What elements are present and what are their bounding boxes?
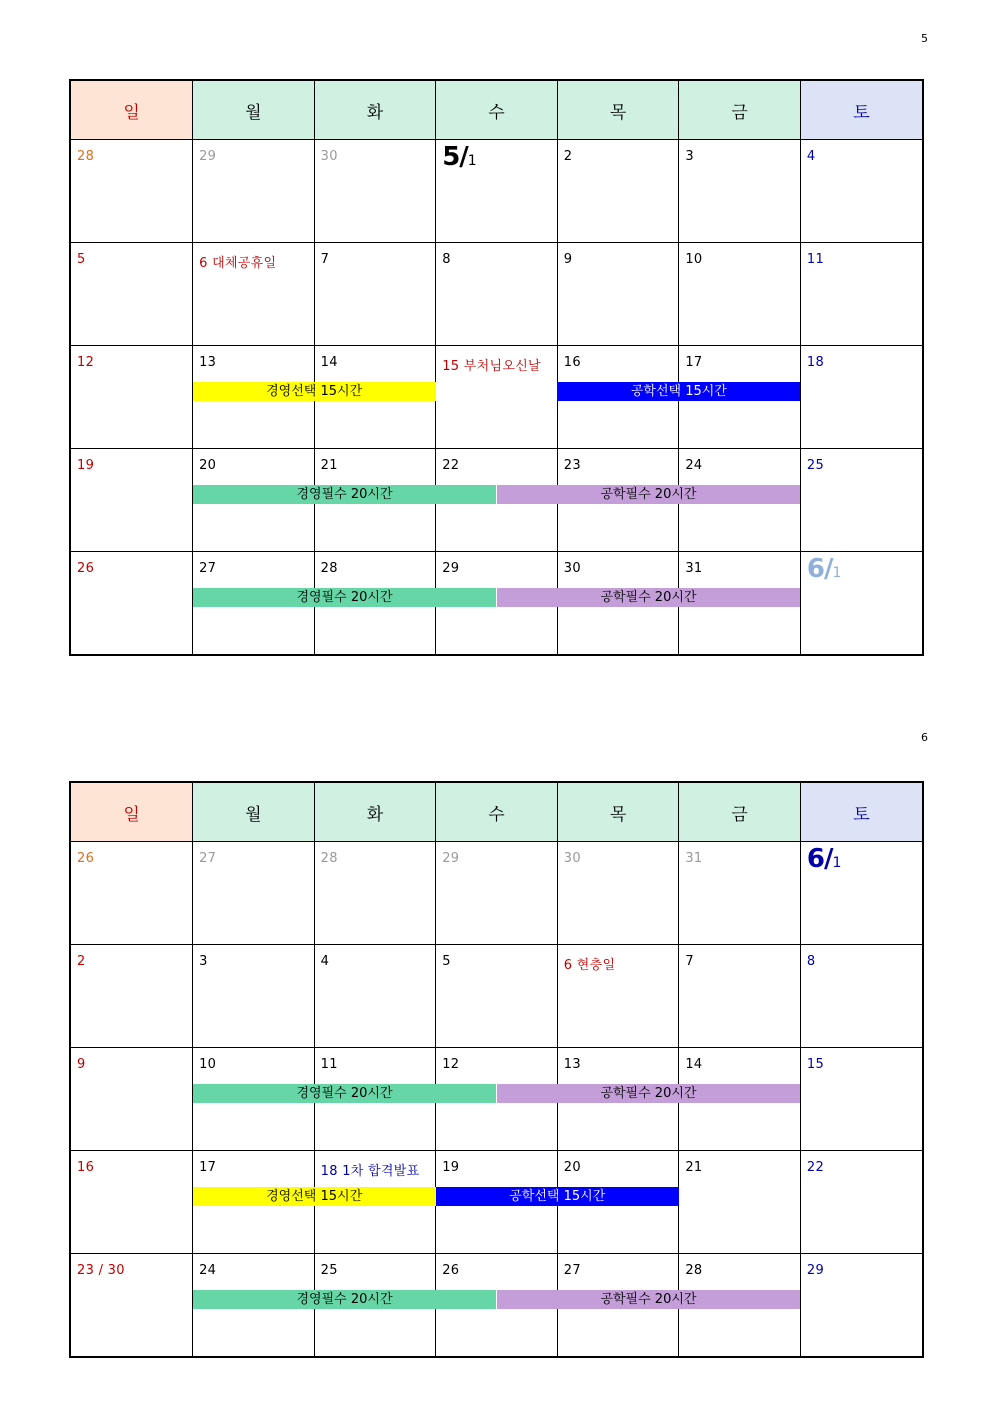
day-number bbox=[685, 1160, 702, 1175]
day-cell bbox=[436, 346, 558, 449]
day-text: 12 bbox=[442, 1057, 460, 1072]
day-text: 14 bbox=[685, 1057, 703, 1072]
day-number bbox=[442, 355, 541, 374]
day-text: 15 bbox=[806, 1057, 825, 1072]
day-number bbox=[442, 1263, 459, 1278]
day-sub: 1 bbox=[832, 565, 842, 581]
day-cell bbox=[71, 945, 193, 1048]
day-text: 12 bbox=[77, 355, 95, 370]
day-number bbox=[199, 149, 216, 164]
day-number bbox=[685, 1263, 702, 1278]
day-number bbox=[77, 851, 94, 866]
day-sub: 1 bbox=[832, 855, 842, 871]
day-text: 26 bbox=[77, 851, 95, 866]
day-text: 26 bbox=[77, 561, 95, 576]
day-number bbox=[199, 954, 208, 969]
day-cell bbox=[800, 1254, 922, 1357]
weekday-tue-header: 화 bbox=[314, 81, 436, 140]
weekday-fri-header: 금 bbox=[679, 81, 801, 140]
event-bar: 경영필수 20시간 bbox=[193, 1084, 497, 1103]
day-text: 28 bbox=[685, 1263, 703, 1278]
day-text: 25 bbox=[320, 1263, 338, 1278]
day-cell bbox=[800, 552, 922, 655]
week-row bbox=[71, 243, 922, 346]
day-text: 17 bbox=[199, 1160, 217, 1175]
day-number bbox=[442, 954, 451, 969]
day-text: 29 bbox=[442, 561, 460, 576]
day-number bbox=[321, 1263, 338, 1278]
day-number bbox=[685, 252, 702, 267]
day-number bbox=[199, 252, 276, 271]
day-text: 4 bbox=[806, 149, 816, 164]
day-cell bbox=[436, 140, 558, 243]
day-number bbox=[199, 1057, 216, 1072]
day-text: 27 bbox=[199, 851, 217, 866]
event-bar: 경영필수 20시간 bbox=[193, 588, 497, 607]
day-text: 28 bbox=[320, 851, 338, 866]
day-text: 15 부처님오신날 bbox=[442, 359, 541, 374]
month-start-label bbox=[442, 142, 477, 172]
day-text: 11 bbox=[806, 252, 825, 267]
day-number bbox=[685, 458, 702, 473]
day-cell bbox=[679, 140, 801, 243]
day-text: 19 bbox=[442, 1160, 460, 1175]
day-number bbox=[442, 458, 459, 473]
day-cell bbox=[71, 1254, 193, 1357]
day-text: 19 bbox=[77, 458, 95, 473]
day-text: 2 bbox=[77, 954, 86, 969]
day-number bbox=[199, 561, 216, 576]
day-number bbox=[685, 561, 702, 576]
day-cell bbox=[71, 1048, 193, 1151]
day-text: 7 bbox=[320, 252, 330, 267]
event-bar: 공학필수 20시간 bbox=[497, 1290, 801, 1309]
event-bar: 공학필수 20시간 bbox=[497, 588, 801, 607]
month-start-label bbox=[807, 844, 842, 874]
event-bar: 공학필수 20시간 bbox=[497, 1084, 801, 1103]
day-number bbox=[77, 252, 86, 267]
day-text: 24 bbox=[685, 458, 703, 473]
day-number bbox=[77, 1057, 86, 1072]
day-number bbox=[685, 851, 702, 866]
day-cell bbox=[557, 243, 679, 346]
event-bar: 경영선택 15시간 bbox=[193, 382, 436, 401]
day-text: 6 대체공휴일 bbox=[199, 256, 277, 271]
day-text: 27 bbox=[563, 1263, 581, 1278]
day-text: 23 / 30 bbox=[77, 1263, 125, 1278]
day-number bbox=[564, 1057, 581, 1072]
day-cell bbox=[314, 243, 436, 346]
day-number bbox=[442, 1057, 459, 1072]
week-row bbox=[71, 140, 922, 243]
day-cell bbox=[800, 842, 922, 945]
day-number bbox=[321, 851, 338, 866]
day-text: 8 bbox=[442, 252, 451, 267]
day-number bbox=[321, 561, 338, 576]
day-text: 8 bbox=[806, 954, 816, 969]
day-cell bbox=[557, 842, 679, 945]
day-cell bbox=[679, 945, 801, 1048]
day-text: 29 bbox=[806, 1263, 825, 1278]
day-cell bbox=[193, 842, 315, 945]
day-text: 22 bbox=[806, 1160, 825, 1175]
day-text: 24 bbox=[199, 1263, 217, 1278]
day-cell bbox=[800, 346, 922, 449]
day-cell bbox=[557, 140, 679, 243]
day-number bbox=[685, 954, 694, 969]
day-text: 6/ bbox=[806, 554, 833, 584]
weekday-wed-header: 수 bbox=[436, 783, 558, 842]
day-cell bbox=[71, 449, 193, 552]
day-number bbox=[321, 1057, 338, 1072]
day-number bbox=[199, 1160, 216, 1175]
day-cell bbox=[679, 1151, 801, 1254]
weekday-sat-header: 토 bbox=[800, 783, 922, 842]
event-bar: 공학필수 20시간 bbox=[497, 485, 801, 504]
day-text: 4 bbox=[320, 954, 330, 969]
weekday-thu-header: 목 bbox=[557, 783, 679, 842]
event-bar: 공학선택 15시간 bbox=[557, 382, 800, 401]
day-text: 14 bbox=[320, 355, 338, 370]
day-number bbox=[807, 1160, 824, 1175]
day-text: 6 현충일 bbox=[563, 958, 616, 973]
day-cell bbox=[800, 945, 922, 1048]
day-cell bbox=[800, 1048, 922, 1151]
week-row bbox=[71, 842, 922, 945]
day-text: 26 bbox=[442, 1263, 460, 1278]
day-cell bbox=[800, 140, 922, 243]
day-text: 30 bbox=[563, 561, 581, 576]
day-text: 28 bbox=[77, 149, 95, 164]
day-number bbox=[442, 851, 459, 866]
weekday-thu-header: 목 bbox=[557, 81, 679, 140]
day-number bbox=[807, 1263, 824, 1278]
day-number bbox=[564, 252, 573, 267]
day-text: 31 bbox=[685, 851, 703, 866]
day-cell bbox=[71, 346, 193, 449]
day-text: 23 bbox=[563, 458, 581, 473]
day-cell bbox=[436, 945, 558, 1048]
day-number bbox=[564, 149, 573, 164]
day-cell bbox=[800, 1151, 922, 1254]
day-text: 17 bbox=[685, 355, 703, 370]
event-bar: 경영필수 20시간 bbox=[193, 1290, 497, 1309]
day-cell bbox=[314, 842, 436, 945]
day-text: 13 bbox=[563, 1057, 581, 1072]
day-text: 2 bbox=[563, 149, 573, 164]
weekday-sun-header: 일 bbox=[71, 783, 193, 842]
day-text: 3 bbox=[199, 954, 208, 969]
day-number bbox=[199, 458, 216, 473]
day-number bbox=[77, 149, 94, 164]
day-text: 5/ bbox=[442, 142, 468, 172]
weekday-wed-header: 수 bbox=[436, 81, 558, 140]
week-row bbox=[71, 945, 922, 1048]
day-number bbox=[77, 954, 86, 969]
day-number bbox=[199, 1263, 216, 1278]
day-text: 18 1차 합격발표 bbox=[320, 1164, 420, 1179]
day-number bbox=[199, 851, 216, 866]
day-cell bbox=[193, 243, 315, 346]
day-number bbox=[321, 1160, 420, 1179]
day-text: 6/ bbox=[806, 844, 833, 874]
day-text: 9 bbox=[563, 252, 573, 267]
day-cell bbox=[193, 945, 315, 1048]
day-cell bbox=[436, 243, 558, 346]
day-number bbox=[807, 954, 816, 969]
day-text: 31 bbox=[685, 561, 703, 576]
day-cell bbox=[679, 243, 801, 346]
day-number bbox=[685, 1057, 702, 1072]
day-text: 18 bbox=[806, 355, 825, 370]
day-number bbox=[442, 561, 459, 576]
day-number bbox=[321, 458, 338, 473]
day-text: 28 bbox=[320, 561, 338, 576]
calendar-grid bbox=[71, 783, 922, 1356]
day-cell bbox=[71, 140, 193, 243]
calendar-june bbox=[69, 781, 924, 1358]
day-text: 13 bbox=[199, 355, 217, 370]
day-number bbox=[77, 1160, 94, 1175]
day-cell bbox=[314, 945, 436, 1048]
day-text: 3 bbox=[685, 149, 694, 164]
day-number bbox=[77, 561, 94, 576]
day-text: 7 bbox=[685, 954, 694, 969]
day-number bbox=[442, 252, 451, 267]
day-number bbox=[807, 458, 824, 473]
day-number bbox=[77, 355, 94, 370]
event-bar: 경영선택 15시간 bbox=[193, 1187, 436, 1206]
day-text: 21 bbox=[685, 1160, 703, 1175]
day-text: 21 bbox=[320, 458, 338, 473]
day-text: 5 bbox=[442, 954, 451, 969]
day-text: 22 bbox=[442, 458, 460, 473]
calendar-may bbox=[69, 79, 924, 656]
day-text: 16 bbox=[77, 1160, 95, 1175]
event-bar: 공학선택 15시간 bbox=[436, 1187, 679, 1206]
day-cell bbox=[71, 243, 193, 346]
day-number bbox=[807, 252, 824, 267]
day-number bbox=[564, 458, 581, 473]
day-number bbox=[321, 954, 330, 969]
day-number bbox=[564, 1160, 581, 1175]
day-number bbox=[685, 355, 702, 370]
day-number bbox=[685, 149, 694, 164]
day-number bbox=[442, 1160, 459, 1175]
day-text: 5 bbox=[77, 252, 86, 267]
day-text: 20 bbox=[199, 458, 217, 473]
day-number bbox=[321, 355, 338, 370]
day-text: 30 bbox=[320, 149, 338, 164]
day-number bbox=[564, 1263, 581, 1278]
day-number bbox=[807, 355, 824, 370]
day-number bbox=[564, 355, 581, 370]
weekday-mon-header: 월 bbox=[193, 783, 315, 842]
day-number bbox=[321, 149, 338, 164]
weekday-sat-header: 토 bbox=[800, 81, 922, 140]
weekday-sun-header: 일 bbox=[71, 81, 193, 140]
day-text: 29 bbox=[442, 851, 460, 866]
day-text: 9 bbox=[77, 1057, 86, 1072]
day-cell bbox=[800, 449, 922, 552]
day-number bbox=[321, 252, 330, 267]
day-text: 10 bbox=[199, 1057, 217, 1072]
day-number bbox=[564, 954, 616, 973]
day-cell bbox=[679, 842, 801, 945]
day-cell bbox=[436, 842, 558, 945]
day-number bbox=[807, 149, 816, 164]
day-sub: 1 bbox=[467, 153, 477, 169]
day-cell bbox=[71, 1151, 193, 1254]
day-text: 27 bbox=[199, 561, 217, 576]
event-bar: 경영필수 20시간 bbox=[193, 485, 497, 504]
day-text: 29 bbox=[199, 149, 217, 164]
day-text: 30 bbox=[563, 851, 581, 866]
month-start-label bbox=[807, 554, 842, 584]
day-number bbox=[77, 1263, 125, 1278]
day-number bbox=[807, 1057, 824, 1072]
day-cell bbox=[193, 140, 315, 243]
day-text: 10 bbox=[685, 252, 703, 267]
day-cell bbox=[800, 243, 922, 346]
day-text: 11 bbox=[320, 1057, 338, 1072]
day-cell bbox=[314, 140, 436, 243]
weekday-fri-header: 금 bbox=[679, 783, 801, 842]
day-cell bbox=[557, 945, 679, 1048]
day-number bbox=[564, 851, 581, 866]
calendar-grid bbox=[71, 81, 922, 654]
day-number bbox=[77, 458, 94, 473]
day-text: 25 bbox=[806, 458, 825, 473]
day-text: 16 bbox=[563, 355, 581, 370]
day-text: 20 bbox=[563, 1160, 581, 1175]
day-cell bbox=[71, 842, 193, 945]
day-cell bbox=[71, 552, 193, 655]
page-number: 5 bbox=[921, 32, 928, 45]
day-number bbox=[564, 561, 581, 576]
weekday-mon-header: 월 bbox=[193, 81, 315, 140]
day-number bbox=[199, 355, 216, 370]
weekday-tue-header: 화 bbox=[314, 783, 436, 842]
page-number: 6 bbox=[921, 731, 928, 744]
